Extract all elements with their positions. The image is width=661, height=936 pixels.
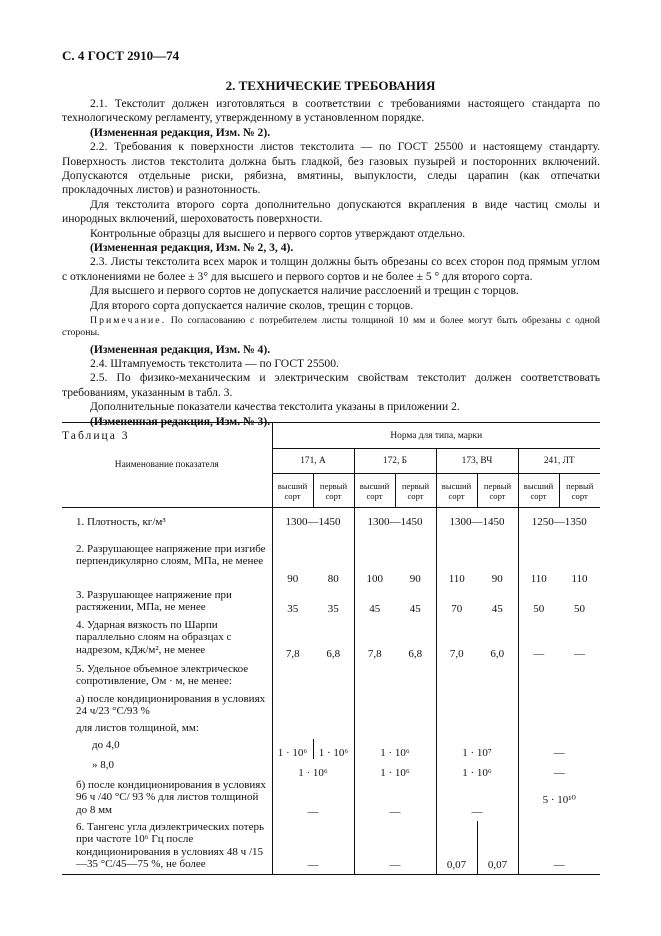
cell: 0,07: [477, 821, 518, 875]
cell: 100: [354, 543, 395, 589]
edit-note: (Измененная редакция, Изм. № 2, 3, 4).: [90, 241, 294, 255]
cell: 50: [518, 589, 559, 619]
edit-note: (Измененная редакция, Изм. № 2).: [90, 125, 271, 139]
grade-header: первый сорт: [313, 474, 354, 508]
cell: —: [272, 779, 354, 821]
cell: —: [518, 821, 600, 875]
row-name: до 4,0: [92, 738, 120, 751]
cell: 1 · 10⁶: [272, 759, 354, 779]
cell: 7,0: [436, 619, 477, 663]
document-body: [62, 97, 600, 443]
grade-header: высший сорт: [518, 474, 559, 508]
grade-header: высший сорт: [354, 474, 395, 508]
note-text: По согласованию с потребителем листы толщиной 10 мм и более могут быть обрезаны с одной стороны.: [62, 315, 601, 339]
column-header-name: Наименование показателя: [62, 423, 272, 508]
brand-173: 173, ВЧ: [436, 449, 518, 474]
cell: —: [518, 619, 559, 663]
row-name: 1. Плотность, кг/м³: [76, 515, 166, 528]
cell: 70: [436, 589, 477, 619]
grade-header: первый сорт: [477, 474, 518, 508]
table-row: [62, 821, 600, 875]
paragraph-2-1: 2.1. Текстолит должен изготовляться в соответствии с требованиями настоящего стандарта по технологическому регламенту, утвержденному в установленном порядке.: [62, 97, 600, 125]
cell: 6,8: [408, 647, 423, 660]
cell: 90: [491, 572, 503, 585]
cell: 1 · 10⁶: [354, 759, 436, 779]
cell: 5 · 10¹⁰: [518, 779, 600, 821]
row-name: а) после кондиционирования в условиях 24 ч/23 °С/93 %: [76, 692, 266, 718]
paragraph-appendix: Дополнительные показатели качества текстолита указаны в приложении 2.: [90, 400, 460, 414]
cell: 1300—1450: [272, 516, 354, 543]
cell: 80: [327, 572, 339, 585]
cell: 45: [354, 589, 395, 619]
cell: —: [518, 739, 600, 759]
table-row: [62, 543, 600, 589]
cell: 1250—1350: [518, 516, 600, 543]
section-title: 2. ТЕХНИЧЕСКИЕ ТРЕБОВАНИЯ: [225, 78, 436, 93]
table-row: [62, 739, 600, 759]
cell: 1 · 10⁶: [436, 759, 518, 779]
row-name: для листов толщиной, мм:: [76, 721, 199, 734]
grade-header: первый сорт: [559, 474, 600, 508]
properties-table: [62, 422, 600, 875]
cell: 0,07: [436, 821, 477, 875]
cell: 90: [409, 572, 421, 585]
cell: 1300—1450: [354, 516, 436, 543]
brand-171: 171, А: [272, 449, 354, 474]
paragraph-chips-allowed: Для второго сорта допускается наличие сколов, трещин с торцов.: [90, 298, 414, 312]
edit-note: (Измененная редакция, Изм. № 3).: [90, 414, 271, 428]
table-caption: Таблица 3: [62, 428, 130, 442]
page-header: С. 4 ГОСТ 2910—74: [62, 48, 180, 63]
cell: 1 · 10⁶: [272, 739, 313, 759]
paragraph-2-5: 2.5. По физико-механическим и электрическим свойствам текстолит должен соответствовать требованиям, указанным в табл. 3.: [62, 371, 600, 399]
paragraph-no-delamination: Для высшего и первого сортов не допускается наличие расслоений и трещин с торцов.: [90, 284, 519, 298]
norm-header: Норма для типа, марки: [272, 423, 600, 449]
row-name: » 8,0: [92, 758, 114, 771]
grade-header: первый сорт: [395, 474, 436, 508]
grade-header: высший сорт: [272, 474, 313, 508]
cell: 35: [327, 602, 339, 615]
cell: 1 · 10⁶: [354, 739, 436, 759]
row-name: 3. Разрушающее напряжение при растяжении, МПа, не менее: [76, 588, 232, 614]
brand-241: 241, ЛТ: [518, 449, 600, 474]
cell: 45: [491, 602, 503, 615]
cell: 6,8: [326, 647, 341, 660]
cell: 35: [272, 589, 313, 619]
cell: 110: [571, 572, 588, 585]
cell: —: [354, 821, 436, 875]
paragraph-2-3: 2.3. Листы текстолита всех марок и толщин должны быть обрезаны со всех сторон под прямым углом с отклонениями не более ± 3° для высшего и первого сортов и не более ± 5 ° для второго сорта.: [62, 255, 600, 283]
cell: —: [518, 759, 600, 779]
table-row: [62, 759, 600, 779]
cell: 110: [518, 543, 559, 589]
cell: —: [436, 779, 518, 821]
row-name: б) после кондиционирования в условиях 96 ч /40 °С/ 93 % для листов толщиной до 8 мм: [76, 778, 266, 816]
note-label: Примечание.: [90, 315, 167, 327]
row-name: 4. Ударная вязкость по Шарпи параллельно слоям на образцах с надрезом, кДж/м², не менее: [76, 618, 232, 656]
cell: 1 · 10⁷: [436, 739, 518, 759]
edit-note: (Измененная редакция, Изм. № 4).: [90, 342, 271, 356]
paragraph-second-grade: Для текстолита второго сорта дополнительно допускаются вкрапления в виде частиц смолы и инородных включений, шероховатость поверхности.: [62, 197, 600, 226]
table-row: [62, 619, 600, 663]
table-row: [62, 693, 600, 722]
table-row: [62, 722, 600, 739]
cell: —: [354, 779, 436, 821]
table-row: [62, 589, 600, 619]
cell: 1 · 10⁶: [313, 739, 354, 759]
cell: —: [272, 821, 354, 875]
grade-header: высший сорт: [436, 474, 477, 508]
row-name: 2. Разрушающее напряжение при изгибе перпендикулярно слоям, МПа, не менее: [76, 542, 266, 568]
cell: 7,8: [354, 619, 395, 663]
table-row: [62, 663, 600, 693]
brand-172: 172, Б: [354, 449, 436, 474]
cell: 45: [409, 602, 421, 615]
cell: 1300—1450: [436, 516, 518, 543]
paragraph-2-4: 2.4. Штампуемость текстолита — по ГОСТ 25500.: [90, 356, 339, 370]
cell: 7,8: [272, 619, 313, 663]
row-name: 6. Тангенс угла диэлектрических потерь при частоте 10⁶ Гц после кондиционирования в условиях 48 ч /15—35 °С/45—75 %, не более: [62, 821, 272, 875]
table-row: [62, 516, 600, 543]
cell: 110: [436, 543, 477, 589]
table-row: [62, 779, 600, 821]
cell: 50: [574, 602, 585, 615]
paragraph-control-samples: Контрольные образцы для высшего и первого сортов утверждают отдельно.: [90, 226, 466, 240]
cell: 90: [272, 543, 313, 589]
note: [62, 315, 600, 339]
cell: 6,0: [490, 647, 505, 660]
row-name: 5. Удельное объемное электрическое сопротивление, Ом · м, не менее:: [76, 662, 249, 688]
paragraph-2-2: 2.2. Требования к поверхности листов текстолита — по ГОСТ 25500 и настоящему стандарту. Поверхность листов текстолита должна быть гладкой, без газовых пузырей и посторонних включений. Допускаются отдельные риски, рябизна, вмятины, выпуклости, следы царапин (как отпечатки прокладочных листов) и разнотонность.: [62, 140, 600, 197]
cell: —: [574, 647, 585, 660]
